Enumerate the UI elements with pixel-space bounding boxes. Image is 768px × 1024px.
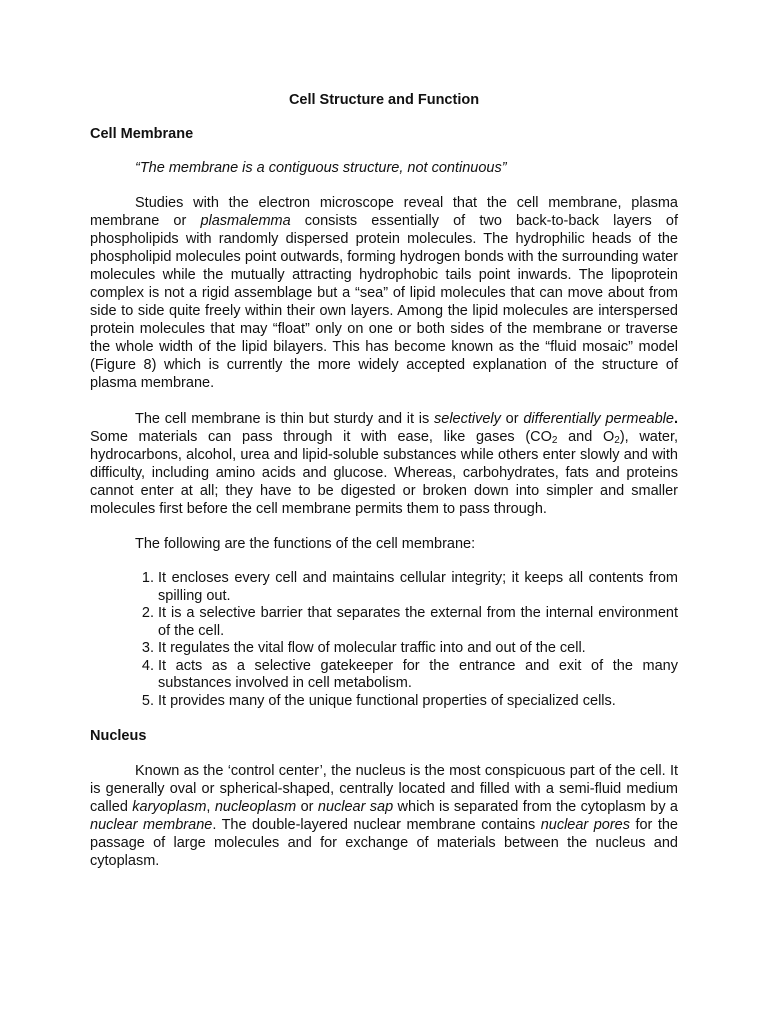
section-heading-cell-membrane: Cell Membrane [90,126,194,142]
paragraph-nucleus [90,762,678,870]
functions-intro: The following are the functions of the cell membrane: [135,536,476,552]
membrane-quote: “The membrane is a contiguous structure, not continuous” [135,160,507,176]
text-run: or [296,799,318,815]
list-item: 1. It encloses every cell and maintains cellular integrity; it keeps all contents from spilling out. [158,570,678,605]
paragraph-permeability [90,410,678,518]
text-run: . The double-layered nuclear membrane contains [212,817,541,833]
text-run: , [206,799,215,815]
section-heading-nucleus: Nucleus [90,728,147,744]
functions-list [90,570,678,710]
term-differentially-permeable: differentially permeable [523,411,674,427]
term-plasmalemma: plasmalemma [200,213,291,229]
term-nuclear-sap: nuclear sap [317,799,394,815]
text-run: Studies with the electron microscope reveal that the cell membrane, plasma membrane or [90,195,678,229]
text-run: and O [557,429,615,445]
term-nuclear-pores: nuclear pores [540,817,630,833]
term-nucleoplasm: nucleoplasm [214,799,297,815]
list-item: 5. It provides many of the unique functional properties of specialized cells. [158,693,678,711]
document-title: Cell Structure and Function [288,92,480,108]
list-item: 3. It regulates the vital flow of molecular traffic into and out of the cell. [158,640,678,658]
term-nuclear-membrane: nuclear membrane [90,817,213,833]
term-selectively: selectively [434,411,501,427]
subscript: 2 [614,435,620,446]
text-run: ), water, hydrocarbons, alcohol, urea and lipid-soluble substances while others enter slowly and with difficulty, including amino acids and glucose. Whereas, carbohydrates, fats and proteins cannot enter at all; they have to be digested or broken down into simpler and smaller molecules first before the cell membrane permits them to pass through. [90,429,679,517]
paragraph-membrane-structure [90,194,678,392]
text-run: or [500,411,524,427]
text-run: Some materials can pass through it with ease, like gases (CO [90,429,552,445]
text-run: which is separated from the cytoplasm by a [393,799,678,815]
subscript: 2 [551,435,558,446]
text-run: Known as the ‘control center’, the nucleus is the most conspicuous part of the cell. It is generally oval or spherical-shaped, centrally located and filled with a semi-fluid medium called [90,763,678,815]
bold-period: . [673,411,678,427]
text-run: The cell membrane is thin but sturdy and it is [135,411,435,427]
term-karyoplasm: karyoplasm [132,799,207,815]
text-run: consists essentially of two back-to-back layers of phospholipids with randomly dispersed protein molecules. The hydrophilic heads of the phospholipid molecules point outwards, forming hydrogen bonds with the surrounding water molecules while the mutually attracting hydrophobic tails point inwards. The lipoprotein complex is not a rigid assemblage but a “sea” of lipid molecules that can move about from side to side quite freely within their own layers. Among the lipid molecules are interspersed protein molecules that may “float” only on one or both sides of the membrane or traverse the whole width of the lipid bilayers. This has become known as the “fluid mosaic” model (Figure 8) which is currently the more widely accepted explanation of the structure of plasma membrane. [90,213,678,391]
list-item: 2. It is a selective barrier that separates the external from the internal environment of the cell. [158,605,678,640]
text-run: for the passage of large molecules and for exchange of materials between the nucleus and cytoplasm. [90,817,678,869]
list-item: 4. It acts as a selective gatekeeper for the entrance and exit of the many substances involved in cell metabolism. [158,658,678,693]
